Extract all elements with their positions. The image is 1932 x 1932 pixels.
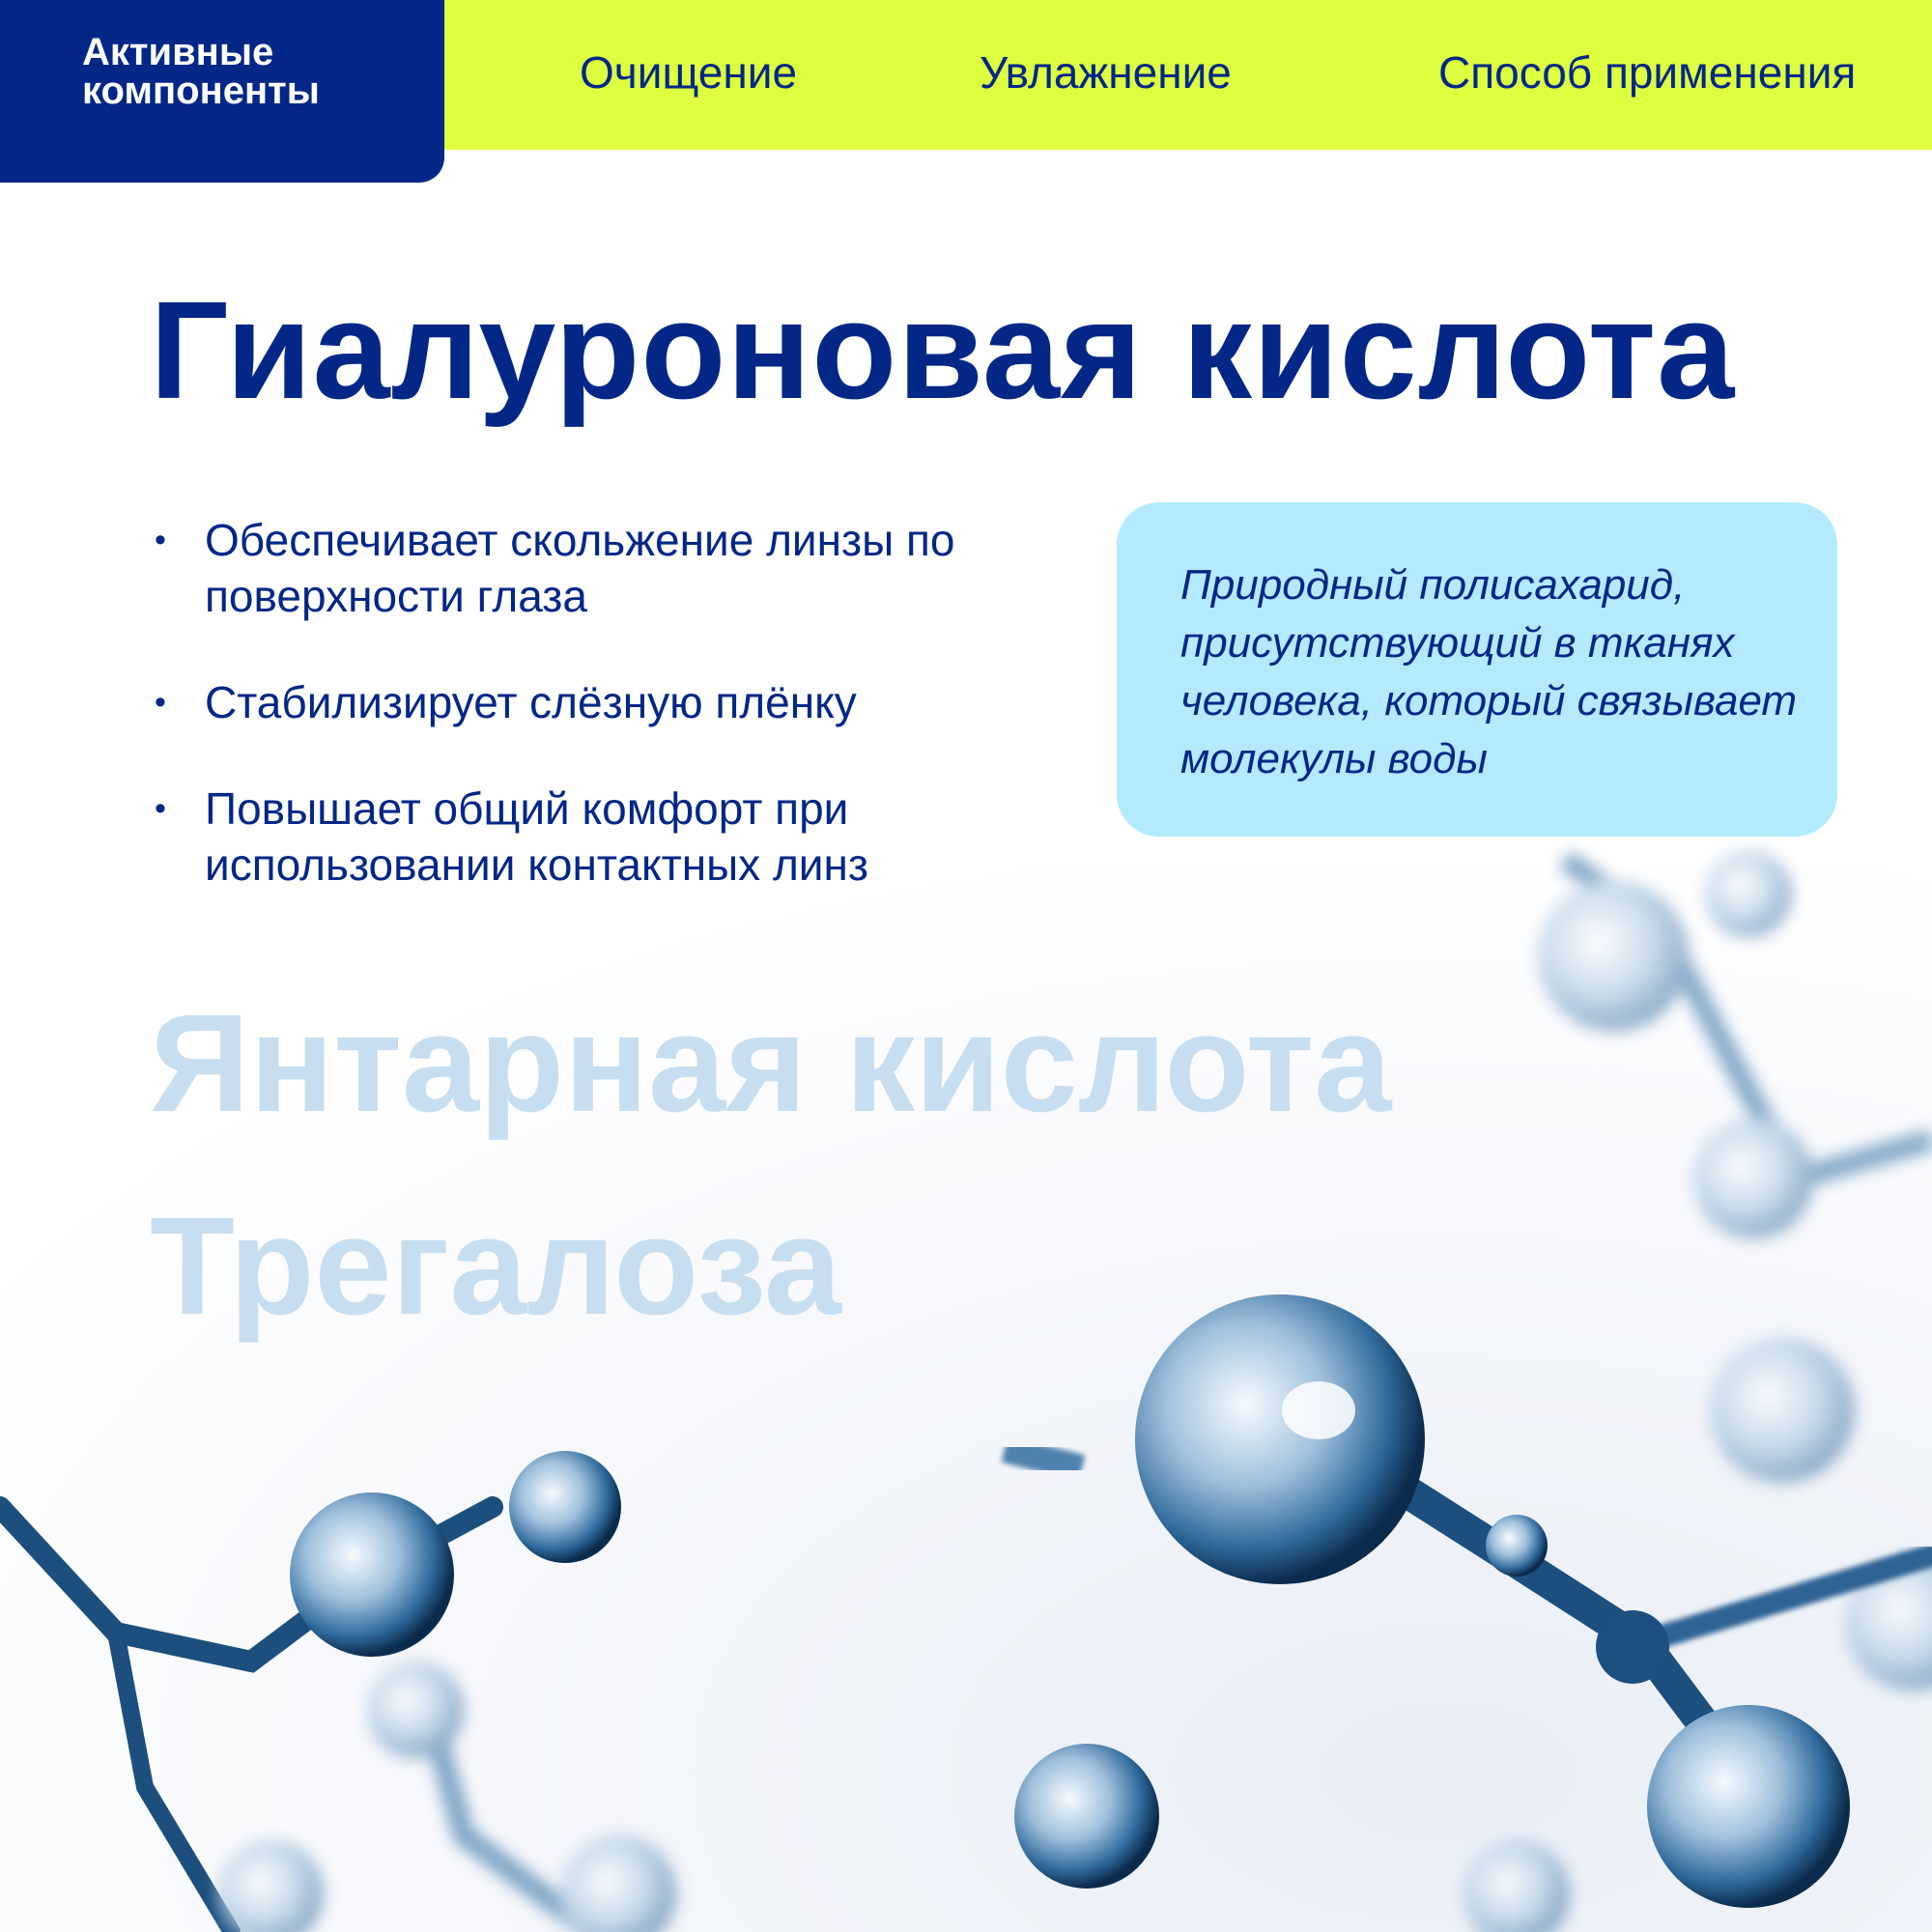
benefits-list (155, 512, 1053, 943)
bullet-dot-icon: • (155, 790, 166, 827)
tab-cleaning[interactable]: Очищение (580, 47, 798, 98)
tab-active-components[interactable]: Активные компоненты (0, 0, 444, 183)
benefit-item (155, 674, 1053, 730)
definition-text: Природный полисахарид, присутствующий в тканях человека, который связывает молекулы воды (1180, 561, 1798, 782)
tab-moisturizing[interactable]: Увлажнение (980, 47, 1232, 98)
component-title: Гиалуроновая кислота (150, 272, 1736, 428)
benefit-text: Обеспечивает скольжение линзы по поверхности глаза (205, 515, 955, 621)
bullet-dot-icon: • (155, 522, 166, 558)
benefit-text: Стабилизирует слёзную плёнку (205, 677, 857, 727)
tab-usage[interactable]: Способ применения (1438, 47, 1857, 98)
bullet-dot-icon: • (155, 684, 166, 721)
benefit-text: Повышает общий комфорт при использовании контактных линз (205, 783, 868, 890)
component-link-trehalose[interactable]: Трегалоза (150, 1188, 841, 1344)
benefit-item (155, 512, 1053, 624)
benefit-item (155, 781, 1053, 893)
component-link-succinic-acid[interactable]: Янтарная кислота (150, 985, 1392, 1141)
definition-box (1117, 502, 1837, 837)
